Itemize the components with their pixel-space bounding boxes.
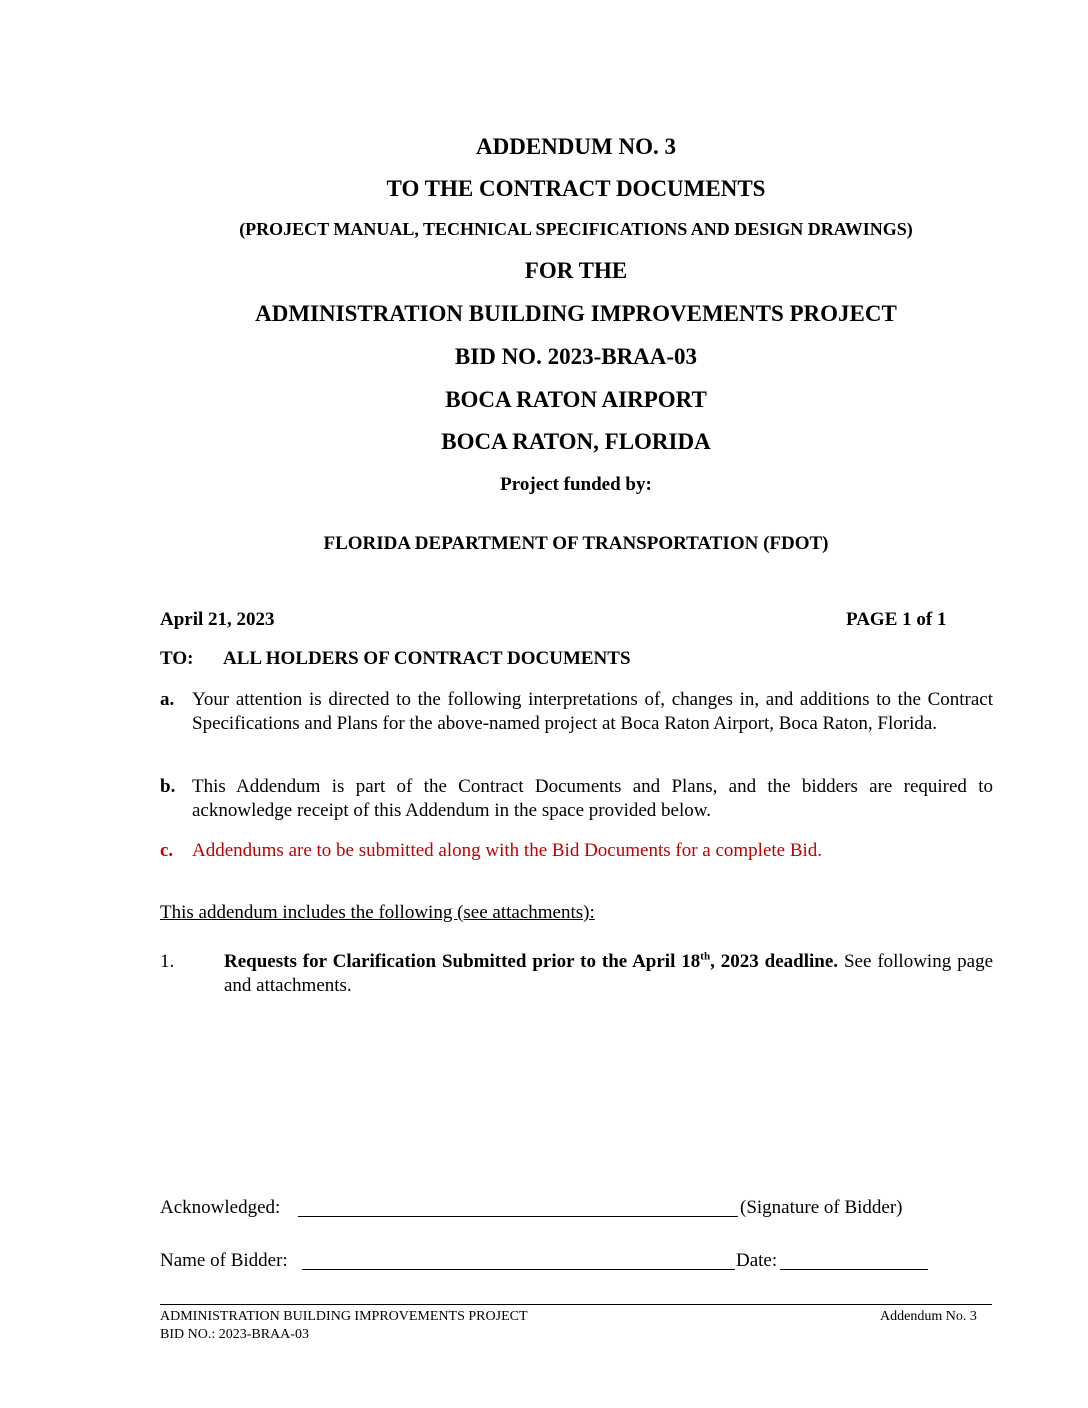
footer-bid-number: BID NO.: 2023-BRAA-03	[160, 1327, 309, 1342]
title-location: BOCA RATON, FLORIDA	[441, 429, 711, 454]
item-a-letter: a.	[160, 689, 175, 710]
include-item-1-text: Requests for Clarification Submitted prior to the April 18th, 2023 deadline. See following page and attachments.	[224, 950, 994, 996]
item-b-letter: b.	[160, 776, 176, 797]
signature-hint: (Signature of Bidder)	[740, 1197, 903, 1218]
title-airport: BOCA RATON AIRPORT	[445, 387, 707, 412]
title-bid-number: BID NO. 2023-BRAA-03	[454, 344, 698, 369]
item-c-text: Addendums are to be submitted along with the Bid Documents for a complete Bid.	[192, 840, 823, 861]
item-a	[160, 688, 993, 736]
title-project-name: ADMINISTRATION BUILDING IMPROVEMENTS PROJECT	[255, 301, 897, 326]
include-item-1-number: 1.	[160, 951, 175, 972]
item-b	[160, 775, 993, 823]
date-label: Date:	[736, 1250, 778, 1271]
title-scope: (PROJECT MANUAL, TECHNICAL SPECIFICATIONS AND DESIGN DRAWINGS)	[239, 219, 913, 239]
footer-rule	[160, 1304, 992, 1305]
item-c-letter: c.	[160, 840, 174, 861]
date-line[interactable]	[780, 1269, 928, 1270]
title-contract-documents: TO THE CONTRACT DOCUMENTS	[386, 176, 766, 201]
title-addendum: ADDENDUM NO. 3	[476, 134, 676, 159]
footer-addendum: Addendum No. 3	[880, 1309, 977, 1324]
bidder-name-line[interactable]	[302, 1269, 735, 1270]
includes-heading: This addendum includes the following (see attachments):	[160, 902, 595, 923]
bidder-name-label: Name of Bidder:	[160, 1250, 288, 1271]
addendum-date: April 21, 2023	[160, 609, 275, 630]
to-recipients: ALL HOLDERS OF CONTRACT DOCUMENTS	[223, 648, 631, 669]
acknowledged-label: Acknowledged:	[160, 1197, 281, 1218]
to-label: TO:	[160, 648, 194, 669]
signature-line[interactable]	[298, 1216, 738, 1217]
include-item-1	[160, 950, 993, 998]
item-a-text: Your attention is directed to the following interpretations of, changes in, and additions to the Contract Specifications and Plans for the above-named project at Boca Raton Airport, Boca Raton, Florida.	[192, 689, 993, 734]
item-c	[160, 839, 993, 863]
title-for-the: FOR THE	[524, 258, 628, 283]
funded-by-label: Project funded by:	[500, 474, 652, 495]
funder-name: FLORIDA DEPARTMENT OF TRANSPORTATION (FDOT)	[323, 533, 829, 554]
footer-project: ADMINISTRATION BUILDING IMPROVEMENTS PROJECT	[160, 1309, 528, 1324]
item-b-text: This Addendum is part of the Contract Documents and Plans, and the bidders are required to acknowledge receipt of this Addendum in the space provided below.	[192, 776, 993, 821]
page-count: PAGE 1 of 1	[846, 609, 947, 630]
